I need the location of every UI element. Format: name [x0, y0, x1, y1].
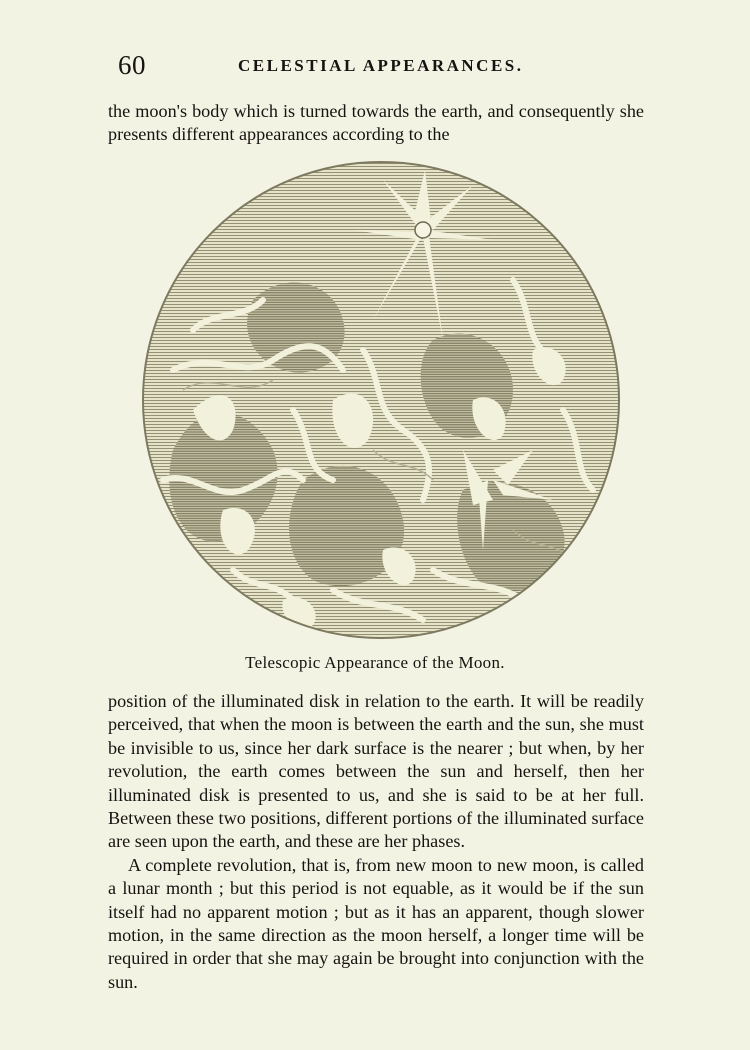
body-text — [108, 690, 644, 994]
figure-caption: Telescopic Appearance of the Moon. — [245, 653, 505, 672]
paragraph-2: A complete revolution, that is, from new moon to new moon, is called a lunar month ; but this period is not equable, as it would be if the sun itself had no apparent motion ; but as it has an apparent, though slower motion, in the same direction as the moon herself, a longer time will be required in order that she may again be brought into conjunction with the sun. — [108, 854, 644, 992]
page-number: 60 — [118, 50, 146, 80]
top-text: the moon's body which is turned towards the earth, and consequently she presents different appearances according to the — [108, 101, 644, 145]
moon-illustration — [133, 150, 633, 650]
page-header — [118, 50, 648, 82]
paragraph-1: position of the illuminated disk in relation to the earth. It will be readily perceived, that when the moon is between the earth and the sun, she must be invisible to us, since her dark surface is the nearer ; but when, by her revolution, the earth comes between the sun and herself, then her illuminated disk is presented to us, and she is said to be at her full. Between these two positions, different portions of the illuminated surface are seen upon the earth, and these are her phases. — [108, 691, 644, 852]
running-head: CELESTIAL APPEARANCES. — [238, 56, 524, 75]
